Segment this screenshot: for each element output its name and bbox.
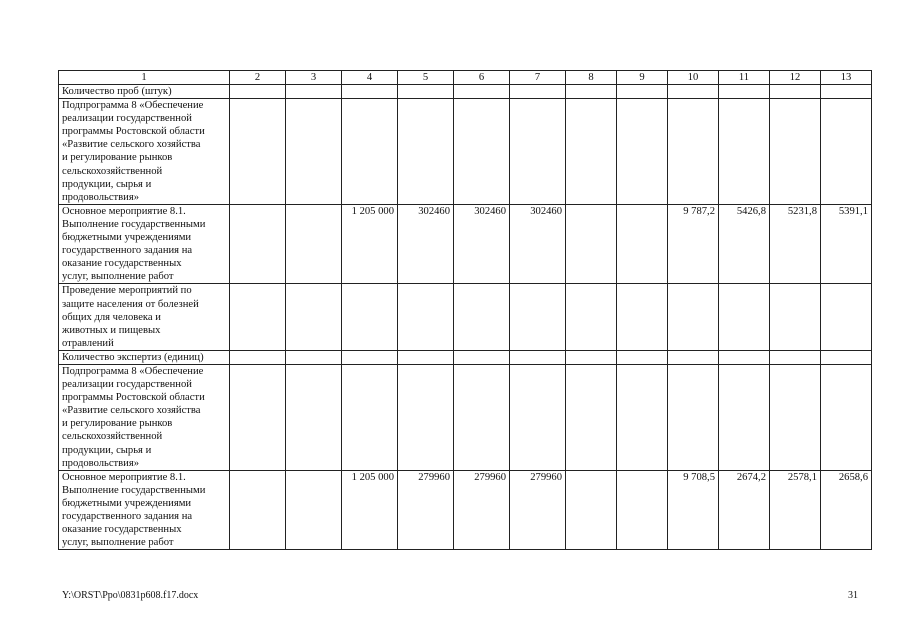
footer-file-path: Y:\ORST\Ppo\0831p608.f17.docx: [62, 590, 199, 601]
table-cell: [230, 99, 286, 205]
table-cell: [821, 350, 872, 364]
column-header: 13: [821, 71, 872, 85]
table-cell: [821, 364, 872, 470]
table-cell: [398, 364, 454, 470]
column-header: 10: [668, 71, 719, 85]
table-cell: [454, 364, 510, 470]
table-cell: [770, 364, 821, 470]
table-cell: [286, 85, 342, 99]
table-cell: [230, 350, 286, 364]
table-cell: [719, 350, 770, 364]
table-cell: [770, 350, 821, 364]
table-cell: [286, 364, 342, 470]
column-header: 11: [719, 71, 770, 85]
table-cell: [617, 99, 668, 205]
table-cell: [821, 284, 872, 350]
table-cell: [510, 284, 566, 350]
table-cell: [617, 350, 668, 364]
table-cell: [617, 364, 668, 470]
table-cell: [454, 85, 510, 99]
table-cell: [454, 99, 510, 205]
row-label: Количество проб (штук): [59, 85, 230, 99]
table-cell: 279960: [454, 470, 510, 550]
table-cell: [566, 284, 617, 350]
column-header: 6: [454, 71, 510, 85]
table-cell: [398, 85, 454, 99]
table-cell: 5391,1: [821, 204, 872, 284]
table-cell: 1 205 000: [342, 204, 398, 284]
table-cell: [668, 99, 719, 205]
table-cell: [566, 85, 617, 99]
column-header: 12: [770, 71, 821, 85]
table-cell: [342, 284, 398, 350]
table-cell: [770, 284, 821, 350]
table-row: [59, 350, 872, 364]
table-cell: [668, 350, 719, 364]
table-cell: [286, 99, 342, 205]
table-cell: [342, 364, 398, 470]
table-cell: [566, 364, 617, 470]
table-cell: [230, 85, 286, 99]
table-cell: 2658,6: [821, 470, 872, 550]
column-header: 5: [398, 71, 454, 85]
table-cell: [668, 284, 719, 350]
row-label: Подпрограмма 8 «Обеспечение реализации государственной программы Ростовской области «Развитие сельского хозяйства и регулирование рынков сельскохозяйственной продукции, сырья и продовольствия»: [59, 99, 230, 205]
table-cell: [398, 350, 454, 364]
table-cell: [566, 204, 617, 284]
table-cell: [398, 284, 454, 350]
table-cell: [342, 99, 398, 205]
table-cell: [286, 284, 342, 350]
table-cell: [510, 350, 566, 364]
table-cell: [398, 99, 454, 205]
table-cell: [617, 204, 668, 284]
row-label: Количество экспертиз (единиц): [59, 350, 230, 364]
table-cell: [454, 350, 510, 364]
table-row: [59, 99, 872, 205]
table-cell: [617, 85, 668, 99]
column-header: 9: [617, 71, 668, 85]
table-cell: [821, 99, 872, 205]
table-cell: [510, 85, 566, 99]
table-cell: [617, 470, 668, 550]
table-cell: [510, 99, 566, 205]
table-cell: [342, 85, 398, 99]
table-cell: [719, 364, 770, 470]
table-cell: [566, 470, 617, 550]
table-cell: [566, 99, 617, 205]
column-header: 7: [510, 71, 566, 85]
table-row: [59, 204, 872, 284]
table-cell: 279960: [398, 470, 454, 550]
table-row: [59, 85, 872, 99]
table-cell: 1 205 000: [342, 470, 398, 550]
column-header: 1: [59, 71, 230, 85]
column-header: 2: [230, 71, 286, 85]
column-header: 4: [342, 71, 398, 85]
table-cell: [286, 470, 342, 550]
table-cell: [770, 99, 821, 205]
row-label: Проведение мероприятий по защите населения от болезней общих для человека и животных и пищевых отравлений: [59, 284, 230, 350]
table-cell: 5231,8: [770, 204, 821, 284]
table-cell: 5426,8: [719, 204, 770, 284]
table-cell: [230, 364, 286, 470]
column-header: 3: [286, 71, 342, 85]
table-cell: [719, 99, 770, 205]
table-cell: [566, 350, 617, 364]
table-cell: 302460: [510, 204, 566, 284]
table-row: [59, 284, 872, 350]
table-cell: [821, 85, 872, 99]
table-cell: 2578,1: [770, 470, 821, 550]
data-table: [58, 70, 872, 550]
row-label: Подпрограмма 8 «Обеспечение реализации государственной программы Ростовской области «Развитие сельского хозяйства и регулирование рынков сельскохозяйственной продукции, сырья и продовольствия»: [59, 364, 230, 470]
table-cell: 9 787,2: [668, 204, 719, 284]
table-cell: [230, 204, 286, 284]
row-label: Основное мероприятие 8.1. Выполнение государственными бюджетными учреждениями государственного задания на оказание государственных услуг, выполнение работ: [59, 204, 230, 284]
table-cell: [286, 204, 342, 284]
table-cell: [510, 364, 566, 470]
table-cell: 9 708,5: [668, 470, 719, 550]
table-row: [59, 470, 872, 550]
table-cell: 279960: [510, 470, 566, 550]
table-cell: [230, 284, 286, 350]
table-cell: [342, 350, 398, 364]
table-cell: [770, 85, 821, 99]
table-cell: [668, 85, 719, 99]
table-cell: [454, 284, 510, 350]
table-cell: [617, 284, 668, 350]
table-cell: [230, 470, 286, 550]
table-cell: [668, 364, 719, 470]
table-cell: [286, 350, 342, 364]
column-header: 8: [566, 71, 617, 85]
table-header-row: [59, 71, 872, 85]
page-number: 31: [848, 590, 858, 601]
row-label: Основное мероприятие 8.1. Выполнение государственными бюджетными учреждениями государственного задания на оказание государственных услуг, выполнение работ: [59, 470, 230, 550]
table-cell: 2674,2: [719, 470, 770, 550]
table-cell: 302460: [398, 204, 454, 284]
table-cell: [719, 284, 770, 350]
table-cell: [719, 85, 770, 99]
table-row: [59, 364, 872, 470]
table-cell: 302460: [454, 204, 510, 284]
